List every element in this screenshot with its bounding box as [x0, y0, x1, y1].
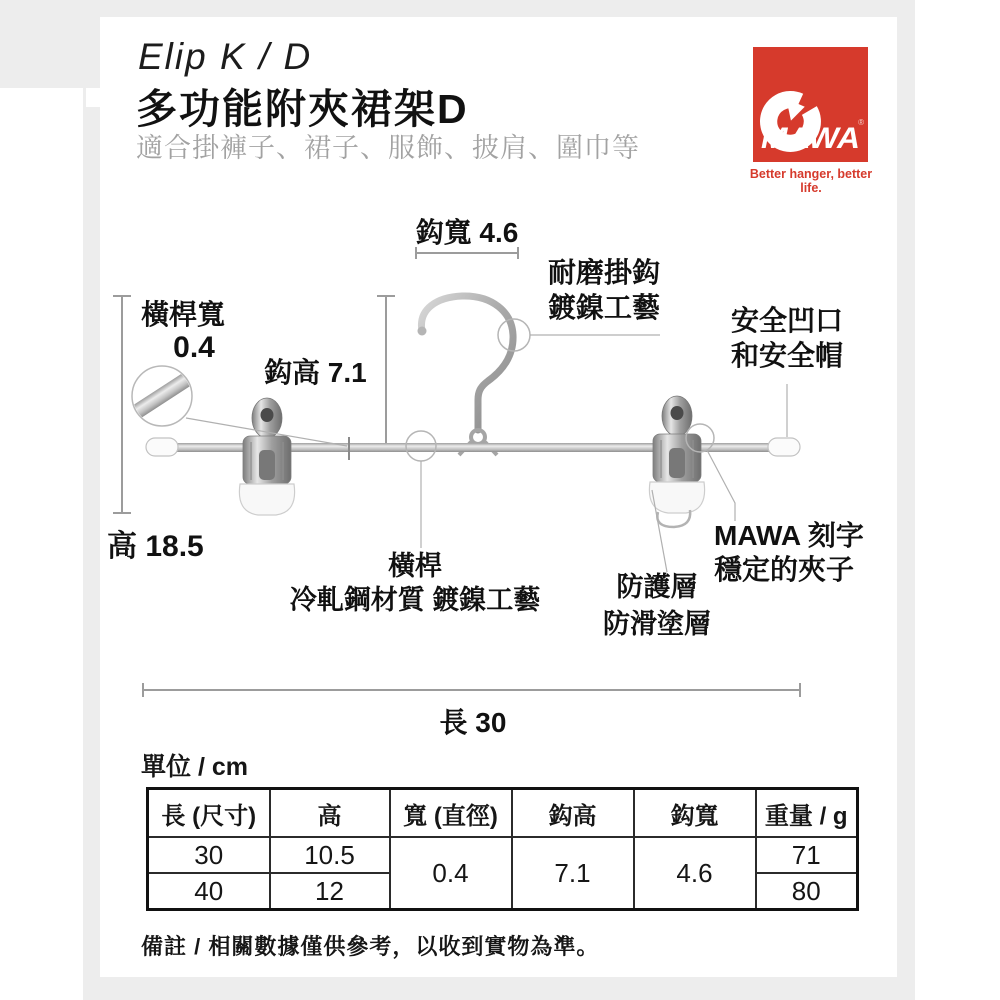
hook-width-label: 鈎寬 4.6 [415, 217, 519, 248]
corner-gray-block [0, 0, 100, 88]
length-label: 長 30 [439, 707, 507, 738]
logo-wordmark: MAWA [761, 122, 860, 156]
cell-height-30: 10.5 [270, 837, 390, 873]
cell-hook-height-merged: 7.1 [512, 837, 634, 910]
spec-row-30 [148, 837, 858, 873]
cell-width-merged: 0.4 [390, 837, 512, 910]
bar-width-value: 0.4 [173, 331, 215, 364]
col-header-hook-height: 鈎高 [512, 789, 634, 838]
cell-hook-width-merged: 4.6 [634, 837, 756, 910]
spec-table [146, 787, 859, 911]
cell-weight-30: 71 [756, 837, 858, 873]
coating-label: 防護層 防滑塗層 [603, 572, 711, 639]
corner-white-notch [86, 88, 100, 107]
hook-note-label: 耐磨掛鈎 鍍鎳工藝 [548, 257, 661, 323]
bar-width-label: 橫桿寬 [141, 299, 226, 330]
col-header-height: 高 [270, 789, 390, 838]
col-header-length: 長 (尺寸) [148, 789, 270, 838]
logo-swoosh-icon [753, 47, 868, 162]
mawa-logo [753, 47, 868, 162]
logo-tagline: Better hanger, better life. [749, 167, 873, 195]
logo-registered-mark: ® [858, 118, 865, 128]
clip-engraving-label: MAWA 刻字 穩定的夾子 [714, 520, 864, 585]
units-label: 單位 / cm [141, 753, 248, 781]
product-title: 多功能附夾裙架D [136, 86, 469, 132]
bar-material-label: 橫桿 冷軋鋼材質 鍍鎳工藝 [289, 551, 541, 615]
cell-weight-40: 80 [756, 873, 858, 910]
spec-header-row [148, 789, 858, 838]
product-subtitle: 適合掛褲子、裙子、服飾、披肩、圍巾等 [136, 133, 640, 163]
note-text: 備註 / 相關數據僅供參考，以收到實物為準。 [141, 934, 600, 959]
safety-label: 安全凹口 和安全帽 [731, 305, 844, 371]
hook-height-label: 鈎高 7.1 [264, 357, 367, 388]
series-title: Elip K / D [138, 36, 313, 77]
cell-length-30: 30 [148, 837, 270, 873]
col-header-hook-width: 鈎寬 [634, 789, 756, 838]
col-header-weight: 重量 / g [756, 789, 858, 838]
cell-length-40: 40 [148, 873, 270, 910]
height-label: 高 18.5 [107, 530, 204, 563]
cell-height-40: 12 [270, 873, 390, 910]
col-header-width: 寬 (直徑) [390, 789, 512, 838]
